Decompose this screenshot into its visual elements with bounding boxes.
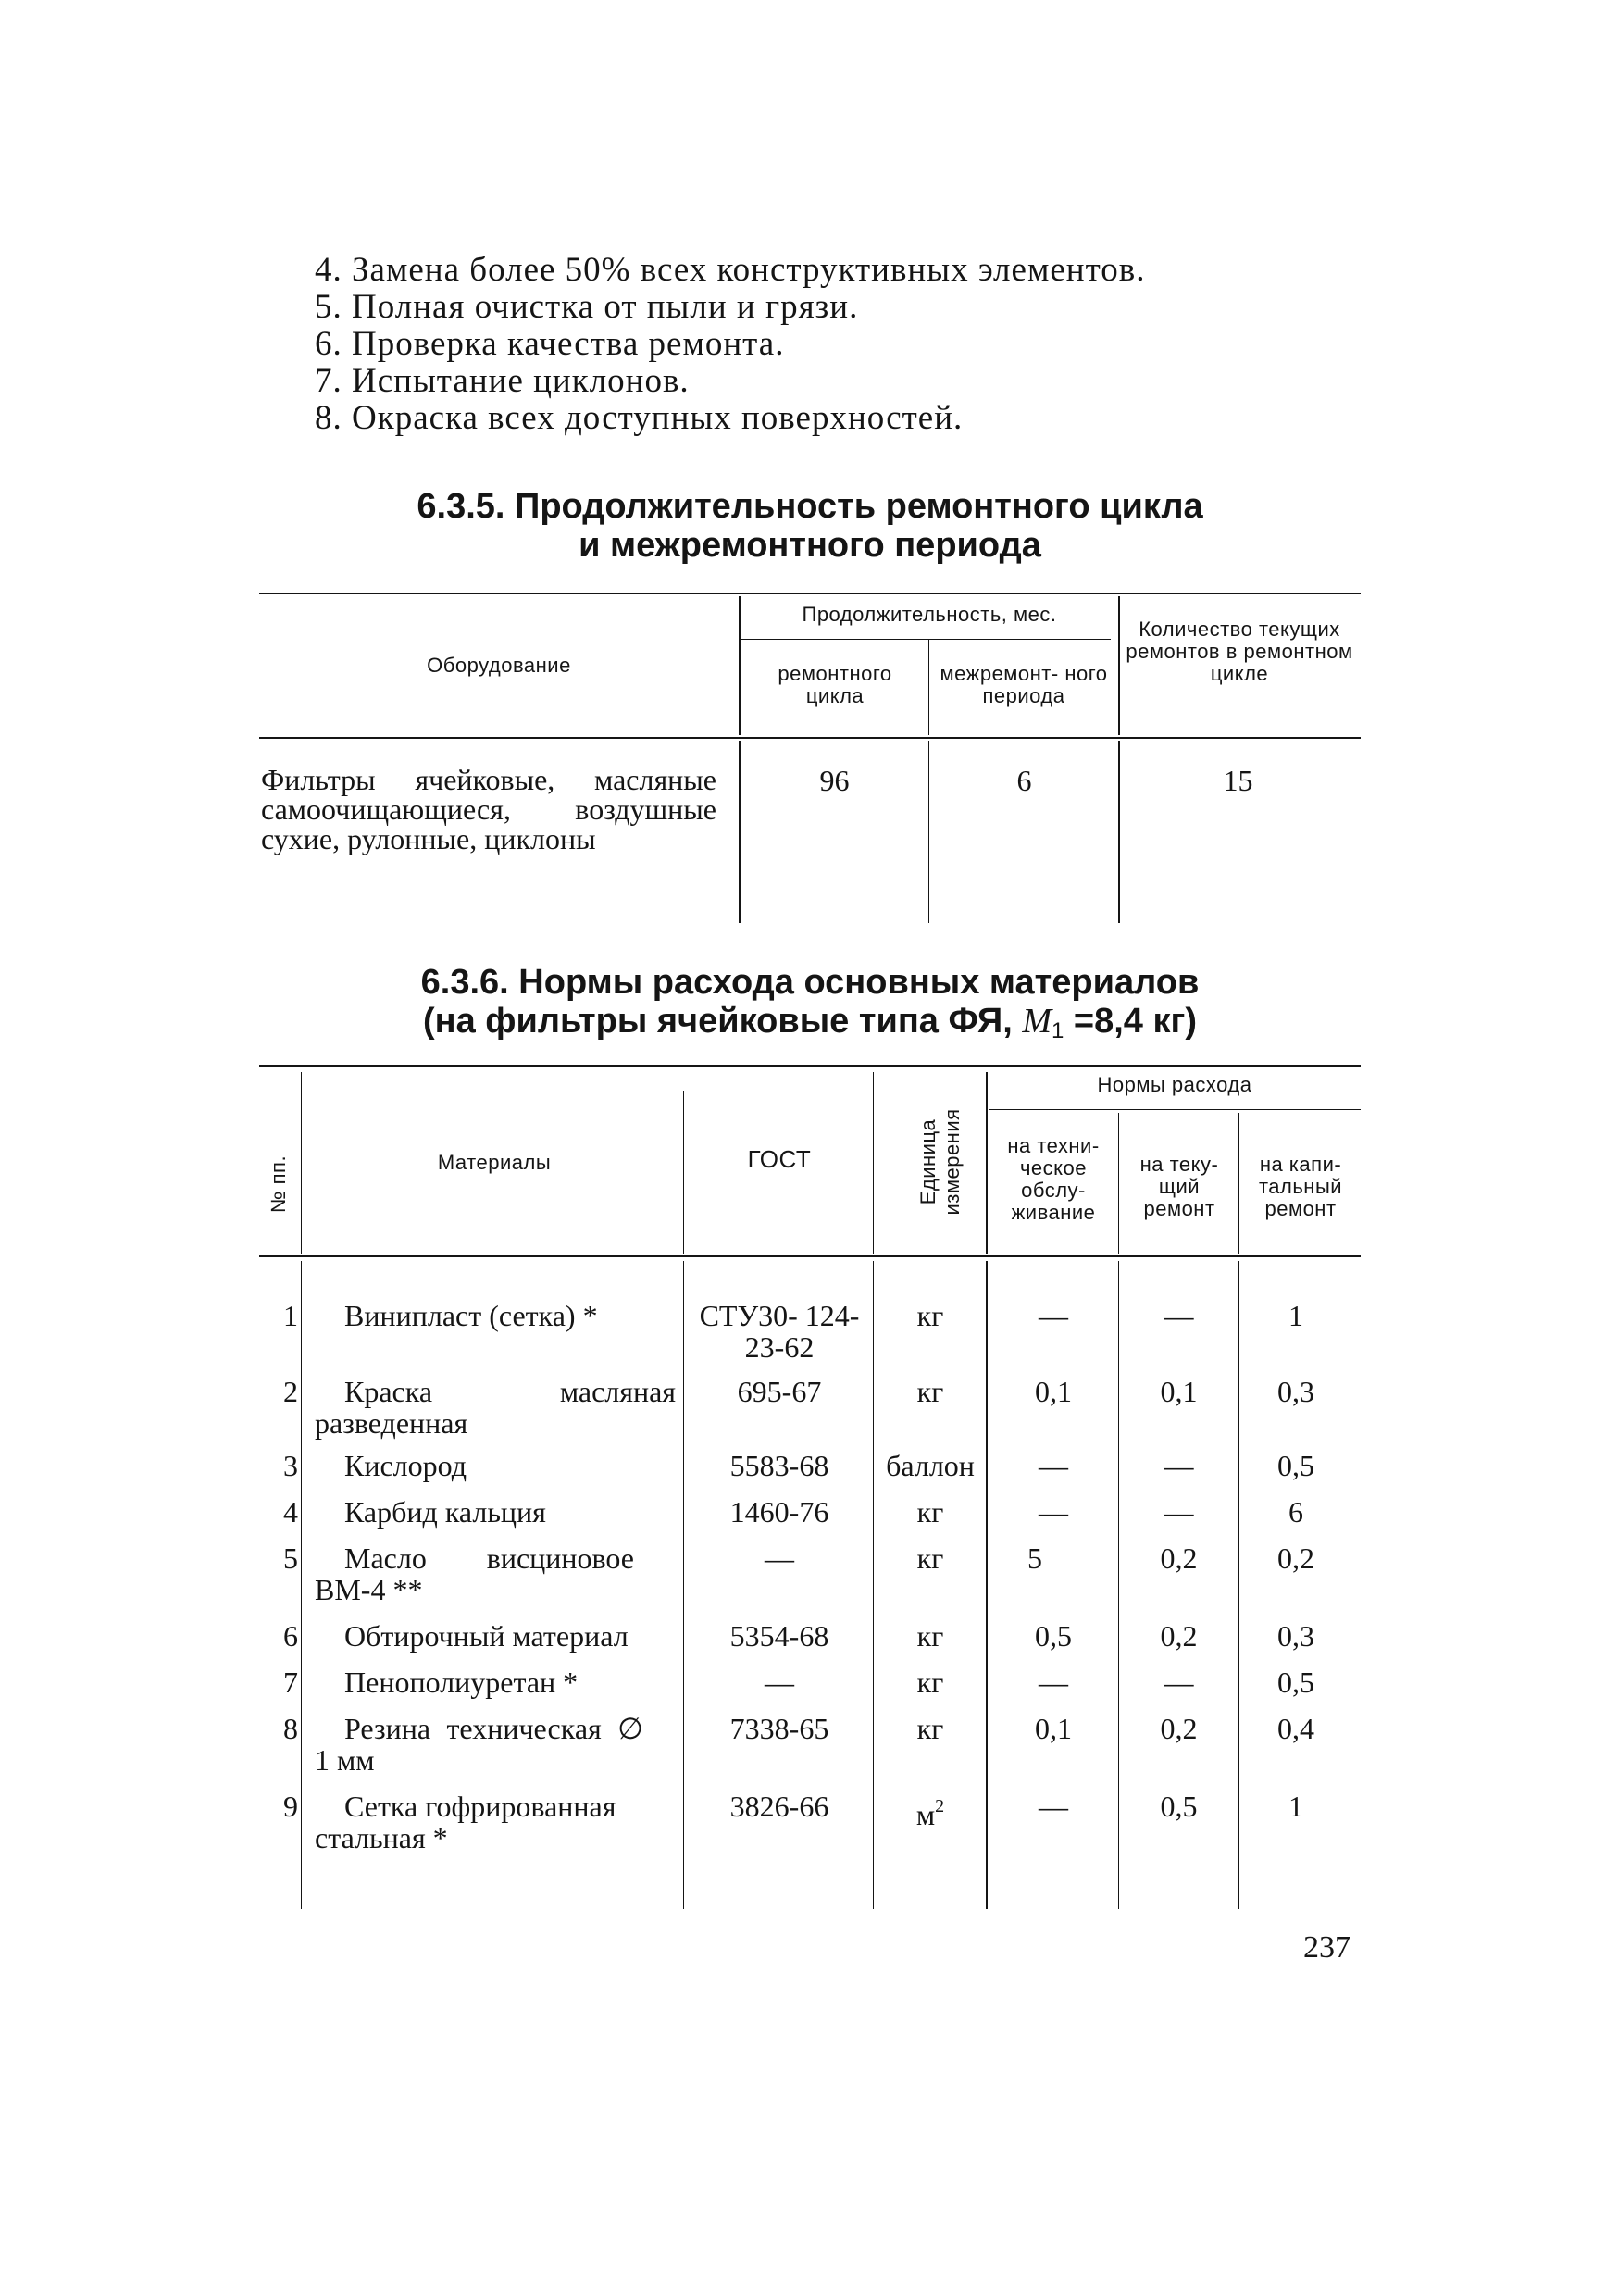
capital-repair-value: 0,3 — [1277, 1619, 1314, 1653]
section-635-heading — [259, 487, 1361, 565]
equipment-cell: Фильтры ячейковые, масляные самоочищающиеся, воздушные сухие, рулонные, циклоны — [261, 763, 716, 855]
row-number: 7 — [283, 1666, 298, 1699]
row-number: 6 — [283, 1619, 298, 1653]
current-repair-value: — — [1164, 1495, 1194, 1529]
current-repair-value: — — [1164, 1449, 1194, 1482]
capital-repair-value: 1 — [1288, 1299, 1303, 1332]
tech-service-value: — — [1039, 1299, 1068, 1332]
col-header-unit-line1: Единица — [916, 1118, 940, 1205]
current-repair-value: — — [1164, 1666, 1194, 1699]
tech-service-value: 5 — [1027, 1541, 1042, 1575]
unit-value: кг — [916, 1495, 944, 1529]
gost-value: — — [765, 1541, 794, 1575]
repair-count-value: 15 — [1223, 764, 1253, 797]
section-636-title-line1: 6.3.6. Нормы расхода основных материалов — [420, 963, 1200, 1002]
col-header-tech-service: на техни- ческое обслу- живание — [1007, 1134, 1100, 1224]
gost-value: 5354-68 — [729, 1619, 829, 1653]
row-number: 8 — [283, 1712, 298, 1745]
col-header-repair-cycle: ремонтного цикла — [778, 662, 892, 707]
tech-service-value: — — [1039, 1790, 1068, 1823]
material-name: Краска масляная разведенная — [315, 1375, 676, 1440]
section-636-title-line2: (на фильтры ячейковые типа ФЯ, $M_1 =8,4$ кг) — [422, 1002, 1197, 1043]
current-repair-value: 0,2 — [1160, 1541, 1198, 1575]
capital-repair-value: 0,3 — [1277, 1375, 1314, 1408]
current-repair-value: 0,1 — [1160, 1375, 1198, 1408]
material-name: Резина техническая ∅ 1 мм — [315, 1712, 643, 1777]
section-636-heading — [259, 963, 1361, 1051]
gost-value: 695-67 — [737, 1375, 822, 1408]
col-header-repair-count: Количество текущих ремонтов в ремонтном цикле — [1126, 618, 1353, 685]
row-number: 5 — [283, 1541, 298, 1575]
gost-value: 5583-68 — [729, 1449, 829, 1482]
row-number: 2 — [283, 1375, 298, 1408]
tech-service-value: — — [1039, 1495, 1068, 1529]
numbered-list — [315, 252, 1361, 437]
list-item: 4. Замена более 50% всех конструктивных элементов. — [315, 251, 1146, 289]
unit-value: кг — [916, 1541, 944, 1575]
unit-value: кг — [916, 1375, 944, 1408]
unit-value: кг — [916, 1299, 944, 1332]
unit-value: кг — [916, 1619, 944, 1653]
row-number: 3 — [283, 1449, 298, 1482]
gost-value: СТУ30- 124-23-62 — [699, 1299, 860, 1364]
current-repair-value: 0,2 — [1160, 1619, 1198, 1653]
material-name: Масло висциновое ВМ-4 ** — [315, 1541, 634, 1606]
row-number: 1 — [283, 1299, 298, 1332]
col-header-duration-group: Продолжительность, мес. — [802, 603, 1057, 626]
unit-value: кг — [916, 1712, 944, 1745]
col-header-gost: ГОСТ — [747, 1145, 812, 1173]
col-header-interrepair-period: межремонт- ного периода — [940, 662, 1108, 707]
list-item: 5. Полная очистка от пыли и грязи. — [315, 288, 859, 326]
col-header-norms-group: Нормы расхода — [1097, 1073, 1252, 1096]
list-item: 8. Окраска всех доступных поверхностей. — [315, 399, 964, 437]
material-name: Карбид кальция — [344, 1495, 546, 1529]
tech-service-value: 0,1 — [1035, 1375, 1072, 1408]
col-header-number: № пп. — [267, 1154, 290, 1214]
current-repair-value: — — [1164, 1299, 1194, 1332]
interrepair-period-value: 6 — [1016, 764, 1032, 797]
gost-value: 7338-65 — [729, 1712, 829, 1745]
capital-repair-value: 0,5 — [1277, 1666, 1314, 1699]
capital-repair-value: 0,4 — [1277, 1712, 1314, 1745]
tech-service-value: — — [1039, 1666, 1068, 1699]
material-name: Кислород — [344, 1449, 467, 1482]
gost-value: — — [765, 1666, 794, 1699]
current-repair-value: 0,5 — [1160, 1790, 1198, 1823]
row-number: 9 — [283, 1790, 298, 1823]
list-item: 7. Испытание циклонов. — [315, 362, 690, 400]
col-header-unit-line2: измерения — [940, 1108, 964, 1216]
tech-service-value: 0,1 — [1035, 1712, 1072, 1745]
section-635-title-line1: 6.3.5. Продолжительность ремонтного цикла — [417, 487, 1203, 526]
row-number: 4 — [283, 1495, 298, 1529]
unit-value: баллон — [886, 1449, 975, 1482]
material-name: Сетка гофрированная стальная * — [315, 1790, 616, 1854]
col-header-materials: Материалы — [437, 1151, 552, 1174]
col-header-current-repair: на теку- щий ремонт — [1139, 1153, 1219, 1220]
gost-value: 1460-76 — [729, 1495, 829, 1529]
current-repair-value: 0,2 — [1160, 1712, 1198, 1745]
section-635-title-line2: и межремонтного периода — [579, 526, 1041, 565]
gost-value: 3826-66 — [729, 1790, 829, 1823]
capital-repair-value: 1 — [1288, 1790, 1303, 1823]
material-name: Обтирочный материал — [344, 1619, 629, 1653]
material-name: Пенополиуретан * — [344, 1666, 579, 1699]
repair-cycle-value: 96 — [819, 764, 850, 797]
capital-repair-value: 6 — [1288, 1495, 1303, 1529]
col-header-equipment: Оборудование — [427, 654, 571, 677]
tech-service-value: — — [1039, 1449, 1068, 1482]
col-header-capital-repair: на капи- тальный ремонт — [1258, 1153, 1343, 1220]
list-item: 6. Проверка качества ремонта. — [315, 325, 785, 363]
unit-value: кг — [916, 1666, 944, 1699]
material-name: Винипласт (сетка) * — [344, 1299, 598, 1332]
tech-service-value: 0,5 — [1035, 1619, 1072, 1653]
unit-value: $м^2$ — [915, 1796, 945, 1831]
capital-repair-value: 0,2 — [1277, 1541, 1314, 1575]
capital-repair-value: 0,5 — [1277, 1449, 1314, 1482]
page-number: 237 — [1303, 1930, 1350, 1965]
